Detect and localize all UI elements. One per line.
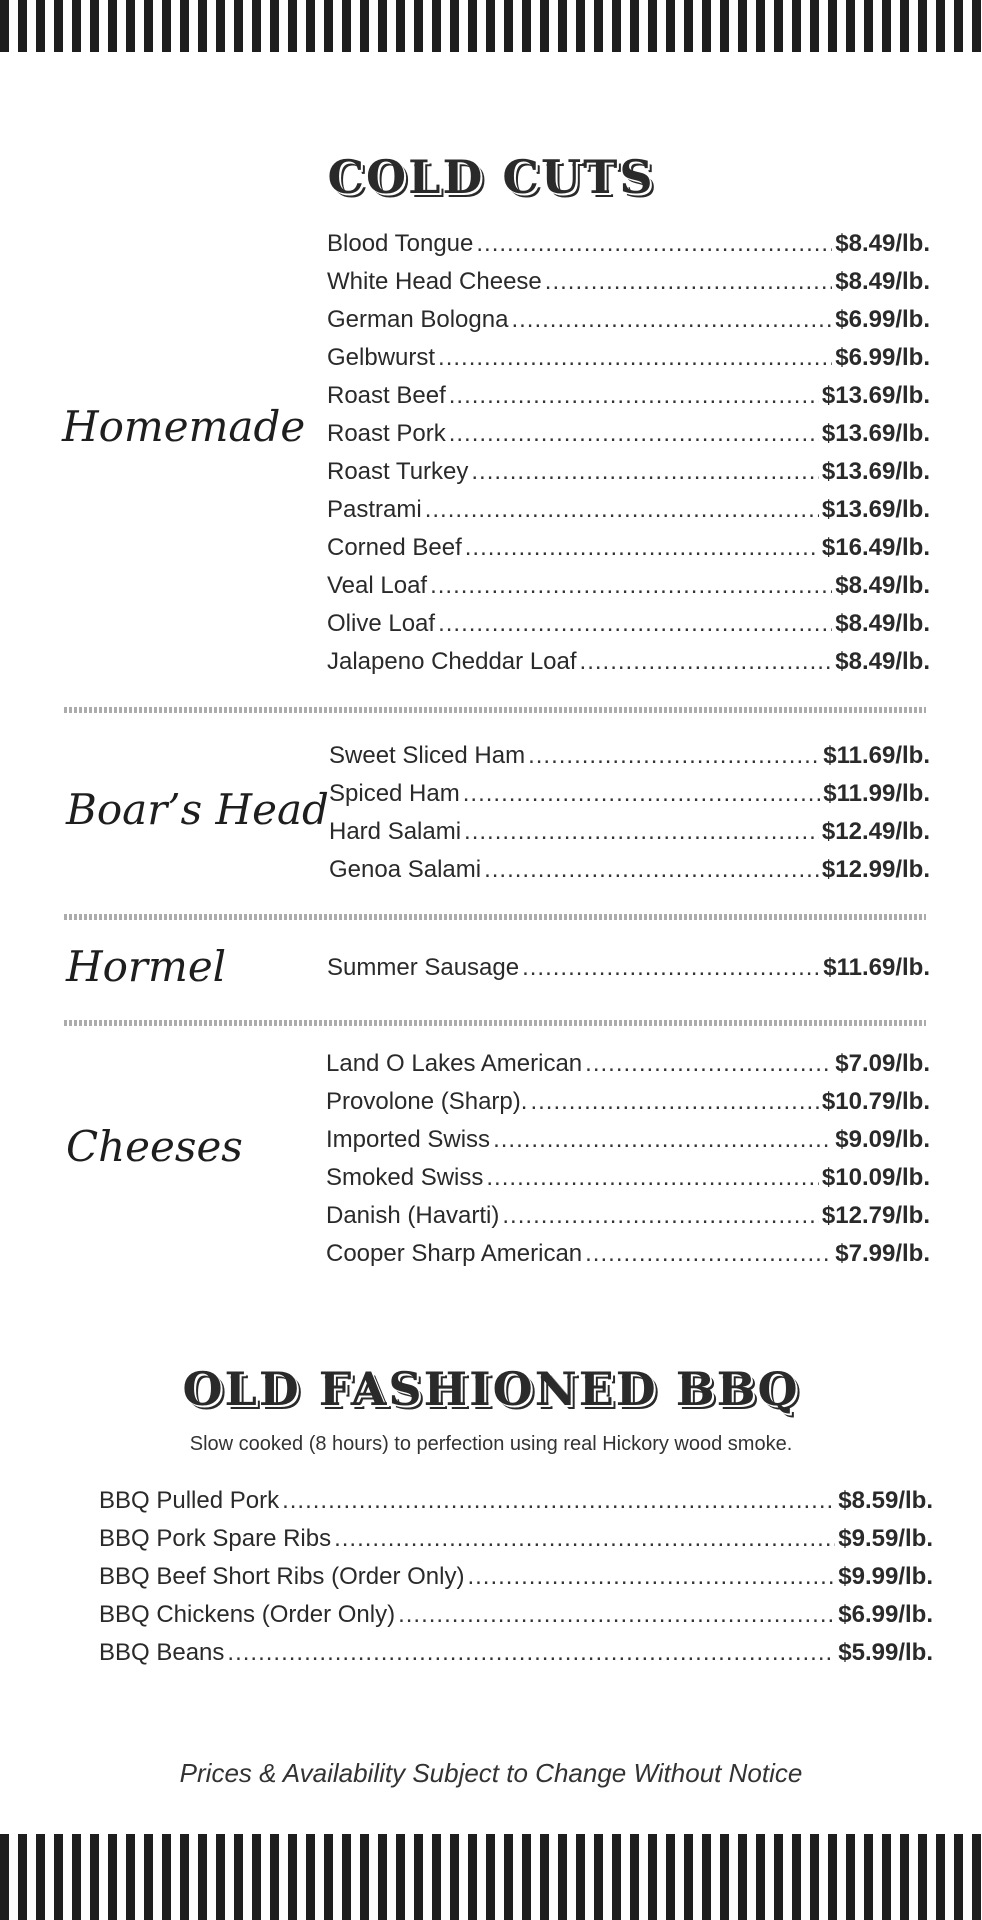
dot-leader (585, 1240, 832, 1268)
menu-item-row (326, 1126, 930, 1164)
menu-item-name: Sweet Sliced Ham (329, 742, 526, 769)
dot-leader (425, 496, 819, 524)
menu-item-price: $6.99/lb. (835, 344, 930, 371)
dot-leader (511, 306, 832, 334)
dot-leader (476, 230, 832, 258)
menu-item-name: Corned Beef (327, 534, 462, 561)
menu-item-price: $12.49/lb. (821, 818, 930, 845)
menu-item-row (327, 648, 930, 686)
section-divider (64, 914, 926, 920)
menu-item-name: Roast Beef (327, 382, 446, 409)
menu-item-name: Blood Tongue (327, 230, 474, 257)
category-label-boars-head: Boar’s Head (66, 785, 329, 834)
menu-item-price: $11.69/lb. (823, 954, 930, 981)
menu-item-row (327, 458, 930, 496)
menu-item-row (326, 1088, 930, 1126)
menu-item-price: $11.99/lb. (823, 780, 930, 807)
dot-leader (465, 534, 819, 562)
dot-leader (398, 1601, 835, 1629)
menu-item-row (99, 1639, 933, 1677)
dot-leader (449, 382, 819, 410)
menu-item-price: $6.99/lb. (835, 306, 930, 333)
dot-leader (227, 1639, 835, 1667)
menu-item-row (327, 268, 930, 306)
section-divider (64, 1020, 926, 1026)
menu-item-price: $12.79/lb. (821, 1202, 930, 1229)
dot-leader (449, 420, 819, 448)
cold-cuts-title: COLD CUTS (327, 150, 655, 204)
cheeses-item-list (326, 1050, 930, 1278)
menu-item-price: $8.59/lb. (838, 1487, 933, 1514)
dot-leader (430, 572, 832, 600)
menu-item-price: $8.49/lb. (835, 572, 930, 599)
hormel-item-list (327, 954, 930, 992)
dot-leader (585, 1050, 832, 1078)
menu-item-price: $13.69/lb. (821, 458, 930, 485)
menu-item-price: $5.99/lb. (838, 1639, 933, 1666)
menu-item-row (326, 1050, 930, 1088)
dot-leader (486, 1164, 819, 1192)
dot-leader (530, 1088, 818, 1116)
menu-item-row (329, 856, 930, 894)
menu-item-name: Pastrami (327, 496, 422, 523)
menu-item-name: White Head Cheese (327, 268, 542, 295)
bottom-stripe-border (0, 1834, 982, 1920)
category-label-hormel: Hormel (66, 942, 227, 991)
menu-item-row (327, 344, 930, 382)
menu-item-price: $10.09/lb. (821, 1164, 930, 1191)
boars-head-item-list (329, 742, 930, 894)
menu-item-name: Danish (Havarti) (326, 1202, 500, 1229)
menu-item-price: $8.49/lb. (835, 268, 930, 295)
menu-item-row (329, 780, 930, 818)
menu-item-price: $11.69/lb. (823, 742, 930, 769)
dot-leader (438, 610, 832, 638)
menu-item-name: Hard Salami (329, 818, 462, 845)
menu-item-row (326, 1164, 930, 1202)
menu-item-name: BBQ Beans (99, 1639, 225, 1666)
bbq-subtitle: Slow cooked (8 hours) to perfection using real Hickory wood smoke. (189, 1433, 793, 1455)
menu-item-price: $6.99/lb. (838, 1601, 933, 1628)
menu-item-name: Gelbwurst (327, 344, 436, 371)
menu-item-name: German Bologna (327, 306, 509, 333)
menu-item-price: $7.09/lb. (835, 1050, 930, 1077)
menu-item-row (329, 742, 930, 780)
menu-item-name: Spiced Ham (329, 780, 460, 807)
menu-item-row (327, 610, 930, 648)
menu-item-price: $13.69/lb. (821, 382, 930, 409)
dot-leader (463, 780, 821, 808)
menu-item-name: Smoked Swiss (326, 1164, 484, 1191)
menu-item-row (327, 954, 930, 992)
menu-item-name: BBQ Chickens (Order Only) (99, 1601, 396, 1628)
menu-item-row (327, 420, 930, 458)
homemade-item-list (327, 230, 930, 686)
bbq-title: OLD FASHIONED BBQ (182, 1362, 800, 1416)
menu-item-price: $9.09/lb. (835, 1126, 930, 1153)
dot-leader (484, 856, 819, 884)
menu-item-price: $10.79/lb. (821, 1088, 930, 1115)
menu-item-row (99, 1563, 933, 1601)
menu-item-name: Genoa Salami (329, 856, 482, 883)
menu-item-price: $9.59/lb. (838, 1525, 933, 1552)
category-label-cheeses: Cheeses (66, 1122, 243, 1171)
menu-item-name: Jalapeno Cheddar Loaf (327, 648, 577, 675)
menu-item-row (327, 572, 930, 610)
section-divider (64, 707, 926, 713)
top-stripe-border (0, 0, 982, 52)
menu-item-price: $8.49/lb. (835, 610, 930, 637)
dot-leader (528, 742, 820, 770)
menu-item-row (326, 1240, 930, 1278)
menu-item-row (327, 496, 930, 534)
menu-item-price: $12.99/lb. (821, 856, 930, 883)
menu-item-name: BBQ Pork Spare Ribs (99, 1525, 332, 1552)
menu-item-price: $9.99/lb. (838, 1563, 933, 1590)
menu-item-row (329, 818, 930, 856)
menu-item-price: $13.69/lb. (821, 420, 930, 447)
menu-item-price: $13.69/lb. (821, 496, 930, 523)
dot-leader (502, 1202, 819, 1230)
menu-item-row (327, 306, 930, 344)
dot-leader (282, 1487, 835, 1515)
menu-item-row (99, 1525, 933, 1563)
menu-item-name: Imported Swiss (326, 1126, 491, 1153)
menu-item-row (99, 1601, 933, 1639)
menu-item-name: Veal Loaf (327, 572, 428, 599)
menu-item-name: Provolone (Sharp). (326, 1088, 528, 1115)
footer-disclaimer: Prices & Availability Subject to Change Without Notice (179, 1758, 803, 1788)
menu-item-price: $16.49/lb. (821, 534, 930, 561)
menu-item-price: $8.49/lb. (835, 230, 930, 257)
menu-item-row (327, 382, 930, 420)
menu-item-price: $8.49/lb. (835, 648, 930, 675)
menu-item-name: Summer Sausage (327, 954, 520, 981)
menu-item-row (99, 1487, 933, 1525)
menu-item-name: BBQ Beef Short Ribs (Order Only) (99, 1563, 465, 1590)
menu-item-price: $7.99/lb. (835, 1240, 930, 1267)
menu-item-name: Roast Turkey (327, 458, 469, 485)
dot-leader (467, 1563, 835, 1591)
dot-leader (522, 954, 820, 982)
menu-item-name: Olive Loaf (327, 610, 436, 637)
menu-item-row (326, 1202, 930, 1240)
dot-leader (580, 648, 833, 676)
menu-item-name: Roast Pork (327, 420, 446, 447)
category-label-homemade: Homemade (62, 402, 306, 451)
dot-leader (493, 1126, 832, 1154)
menu-item-row (327, 230, 930, 268)
dot-leader (464, 818, 819, 846)
dot-leader (545, 268, 832, 296)
dot-leader (334, 1525, 835, 1553)
dot-leader (471, 458, 819, 486)
menu-item-name: Cooper Sharp American (326, 1240, 583, 1267)
bbq-item-list (99, 1487, 933, 1677)
menu-item-name: BBQ Pulled Pork (99, 1487, 280, 1514)
dot-leader (438, 344, 832, 372)
menu-item-name: Land O Lakes American (326, 1050, 583, 1077)
menu-item-row (327, 534, 930, 572)
